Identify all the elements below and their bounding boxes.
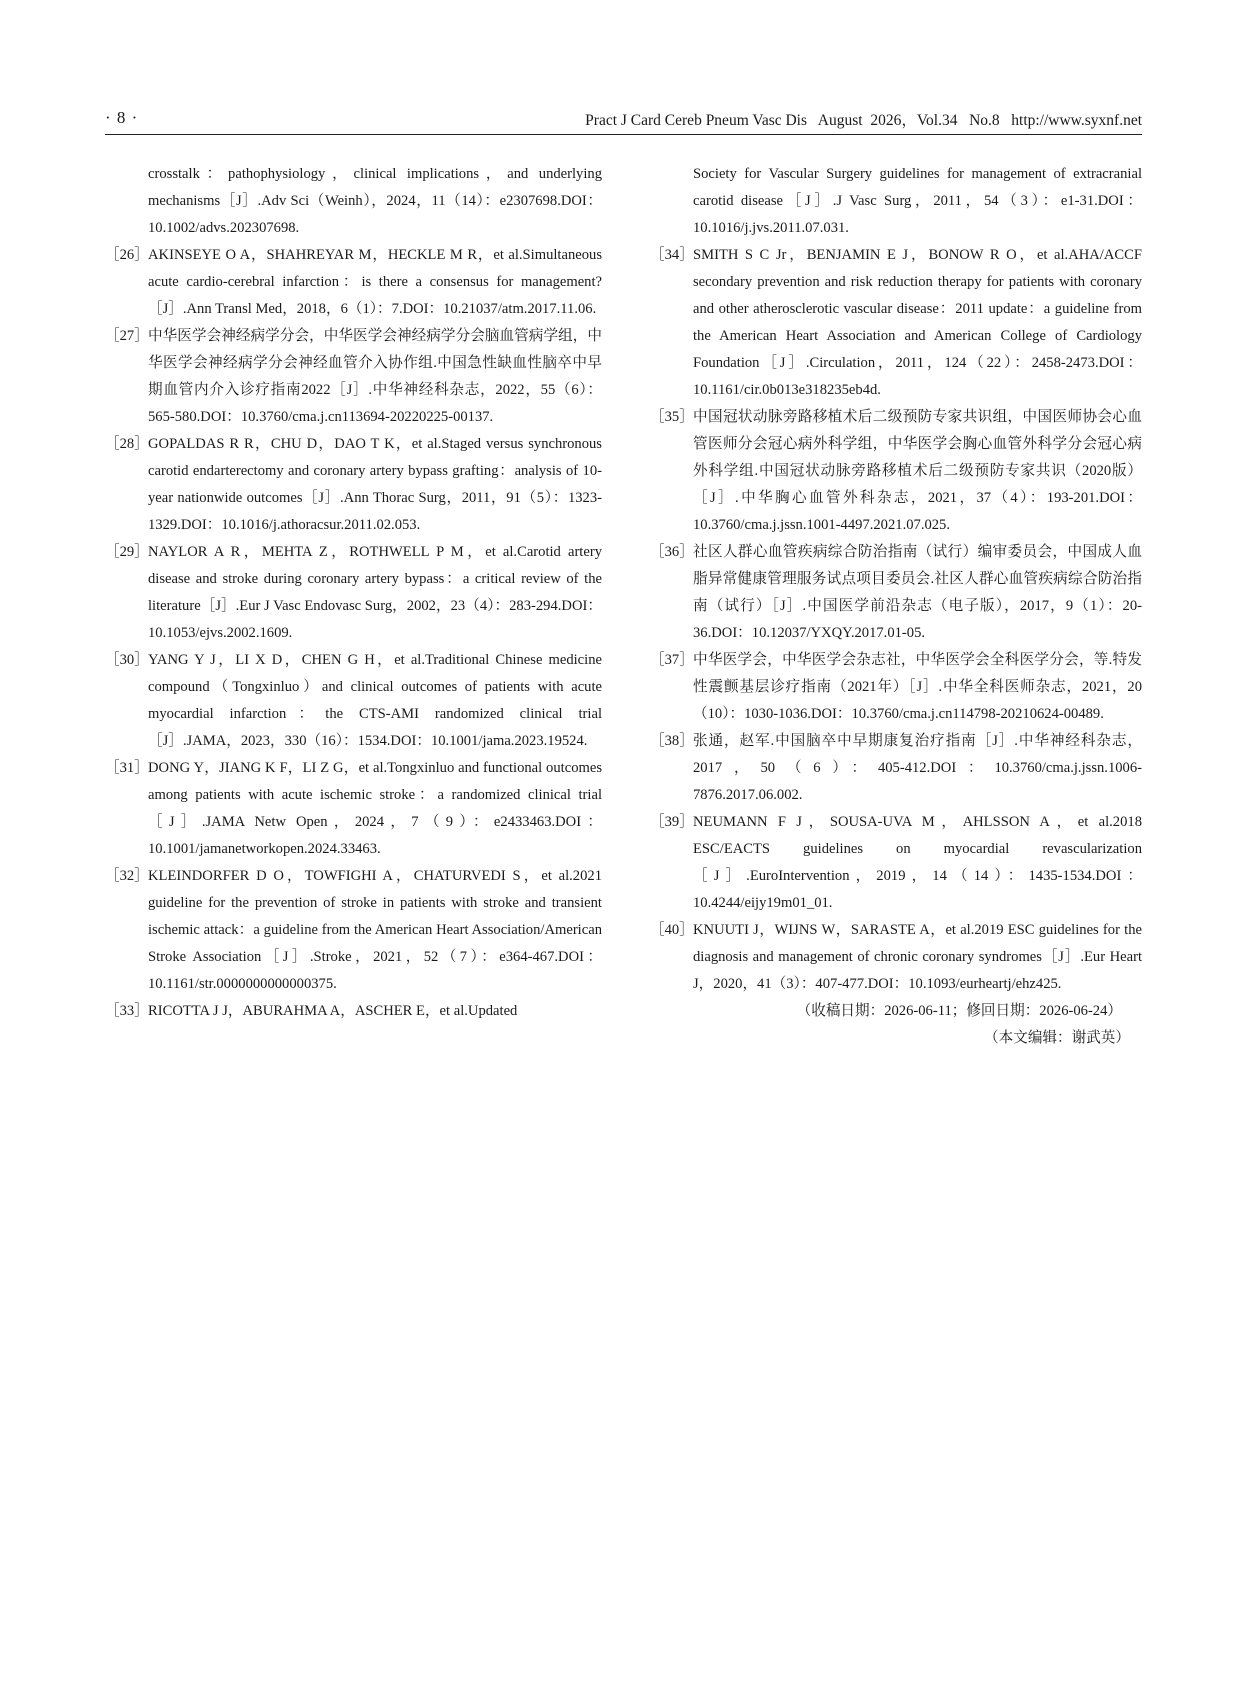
received-revised-dates: （收稿日期：2026-06-11；修回日期：2026-06-24） [796,1003,1122,1019]
reference-text: YANG Y J，LI X D，CHEN G H，et al.Traditional Chinese medicine compound（Tongxinluo）and clinical outcomes of patients with acute myocardial infarction：the CTS-AMI randomized clinical trial［J］.JAMA，2023，330（16）：1534.DOI：10.1001/jama.2023.19524. [148,652,602,749]
reference-text: 中华医学会神经病学分会，中华医学会神经病学分会脑血管病学组，中华医学会神经病学分会神经血管介入协作组.中国急性缺血性脑卒中早期血管内介入诊疗指南2022［J］.中华神经科杂志，2022，55（6）：565-580.DOI：10.3760/cma.j.cn113694-20220225-00137. [148,328,602,425]
reference-27 [105,323,602,431]
reference-number: ［40］ [650,922,694,938]
reference-text: 社区人群心血管疾病综合防治指南（试行）编审委员会，中国成人血脂异常健康管理服务试点项目委员会.社区人群心血管疾病综合防治指南（试行）［J］.中国医学前沿杂志（电子版），2017，9（1）：20-36.DOI：10.12037/YXQY.2017.01-05. [693,544,1142,641]
left-column [105,161,602,1025]
reference-number: ［33］ [105,1003,149,1019]
reference-34 [650,242,1142,404]
reference-text: RICOTTA J J，ABURAHMA A，ASCHER E，et al.Updated [148,1003,518,1019]
reference-35 [650,404,1142,539]
reference-29 [105,539,602,647]
reference-33 [105,998,602,1025]
reference-32 [105,863,602,998]
reference-number: ［39］ [650,814,694,830]
reference-number: ［28］ [105,436,149,452]
reference-continuation: crosstalk：pathophysiology，clinical implications，and underlying mechanisms［J］.Adv Sci（Weinh），2024，11（14）：e2307698.DOI：10.1002/advs.202307698. [148,166,602,236]
reference-number: ［34］ [650,247,694,263]
editor-credit: （本文编辑：谢武英） [984,1030,1130,1046]
reference-number: ［38］ [650,733,694,749]
reference-36 [650,539,1142,647]
reference-continuation: Society for Vascular Surgery guidelines for management of extracranial carotid disease［J］.J Vasc Surg，2011，54（3）：e1-31.DOI：10.1016/j.jvs.2011.07.031. [693,166,1142,236]
reference-number: ［35］ [650,409,694,425]
journal-header: Pract J Card Cereb Pneum Vasc Dis August 2026，Vol.34 No.8 http://www.syxnf.net [585,112,1142,129]
reference-37 [650,647,1142,728]
reference-text: SMITH S C Jr，BENJAMIN E J，BONOW R O，et al.AHA/ACCF secondary prevention and risk reduction therapy for patients with coronary and other atherosclerotic vascular disease：2011 update：a guideline from the American Heart Association and American College of Cardiology Foundation［J］.Circulation，2011，124（22）：2458-2473.DOI：10.1161/cir.0b013e318235eb4d. [693,247,1142,398]
page-number: · 8 · [105,108,139,127]
reference-number: ［36］ [650,544,694,560]
reference-text: 中国冠状动脉旁路移植术后二级预防专家共识组，中国医师协会心血管医师分会冠心病外科学组，中华医学会胸心血管外科学分会冠心病外科学组.中国冠状动脉旁路移植术后二级预防专家共识（2020版）［J］.中华胸心血管外科杂志，2021，37（4）：193-201.DOI：10.3760/cma.j.jssn.1001-4497.2021.07.025. [693,409,1142,533]
reference-40 [650,917,1142,998]
reference-text: GOPALDAS R R，CHU D，DAO T K，et al.Staged versus synchronous carotid endarterectomy and coronary artery bypass grafting：analysis of 10-year nationwide outcomes［J］.Ann Thorac Surg，2011，91（5）：1323-1329.DOI：10.1016/j.athoracsur.2011.02.053. [148,436,602,533]
reference-number: ［26］ [105,247,149,263]
reference-text: DONG Y，JIANG K F，LI Z G，et al.Tongxinluo and functional outcomes among patients with acute ischemic stroke：a randomized clinical trial［J］.JAMA Netw Open，2024，7（9）：e2433463.DOI：10.1001/jamanetworkopen.2024.33463. [148,760,602,857]
reference-number: ［30］ [105,652,149,668]
reference-31 [105,755,602,863]
reference-number: ［32］ [105,868,149,884]
right-column [650,161,1142,1052]
reference-text: NEUMANN F J，SOUSA-UVA M，AHLSSON A，et al.2018 ESC/EACTS guidelines on myocardial revascularization［J］.EuroIntervention，2019，14（14）：1435-1534.DOI：10.4244/eijy19m01_01. [693,814,1142,911]
reference-26 [105,242,602,323]
reference-number: ［37］ [650,652,694,668]
page-header [105,104,1142,135]
reference-number: ［29］ [105,544,149,560]
reference-text: NAYLOR A R，MEHTA Z，ROTHWELL P M，et al.Carotid artery disease and stroke during coronary artery bypass：a critical review of the literature［J］.Eur J Vasc Endovasc Surg，2002，23（4）：283-294.DOI：10.1053/ejvs.2002.1609. [148,544,602,641]
reference-28 [105,431,602,539]
reference-38 [650,728,1142,809]
reference-text: KLEINDORFER D O，TOWFIGHI A，CHATURVEDI S，et al.2021 guideline for the prevention of stroke in patients with stroke and transient ischemic attack：a guideline from the American Heart Association/American Stroke Association［J］.Stroke，2021，52（7）：e364-467.DOI：10.1161/str.0000000000000375. [148,868,602,992]
reference-30 [105,647,602,755]
reference-number: ［27］ [105,328,149,344]
reference-text: 张通，赵军.中国脑卒中早期康复治疗指南［J］.中华神经科杂志，2017，50（6）：405-412.DOI：10.3760/cma.j.jssn.1006-7876.2017.06.002. [693,733,1142,803]
reference-39 [650,809,1142,917]
reference-text: KNUUTI J，WIJNS W，SARASTE A，et al.2019 ESC guidelines for the diagnosis and management of chronic coronary syndromes［J］.Eur Heart J，2020，41（3）：407-477.DOI：10.1093/eurheartj/ehz425. [693,922,1142,992]
reference-text: 中华医学会，中华医学会杂志社，中华医学会全科医学分会，等.特发性震颤基层诊疗指南（2021年）［J］.中华全科医师杂志，2021，20（10）：1030-1036.DOI：10.3760/cma.j.cn114798-20210624-00489. [693,652,1142,722]
reference-number: ［31］ [105,760,149,776]
reference-text: AKINSEYE O A，SHAHREYAR M，HECKLE M R，et al.Simultaneous acute cardio-cerebral infarction：is there a consensus for management?［J］.Ann Transl Med，2018，6（1）：7.DOI：10.21037/atm.2017.11.06. [148,247,602,317]
